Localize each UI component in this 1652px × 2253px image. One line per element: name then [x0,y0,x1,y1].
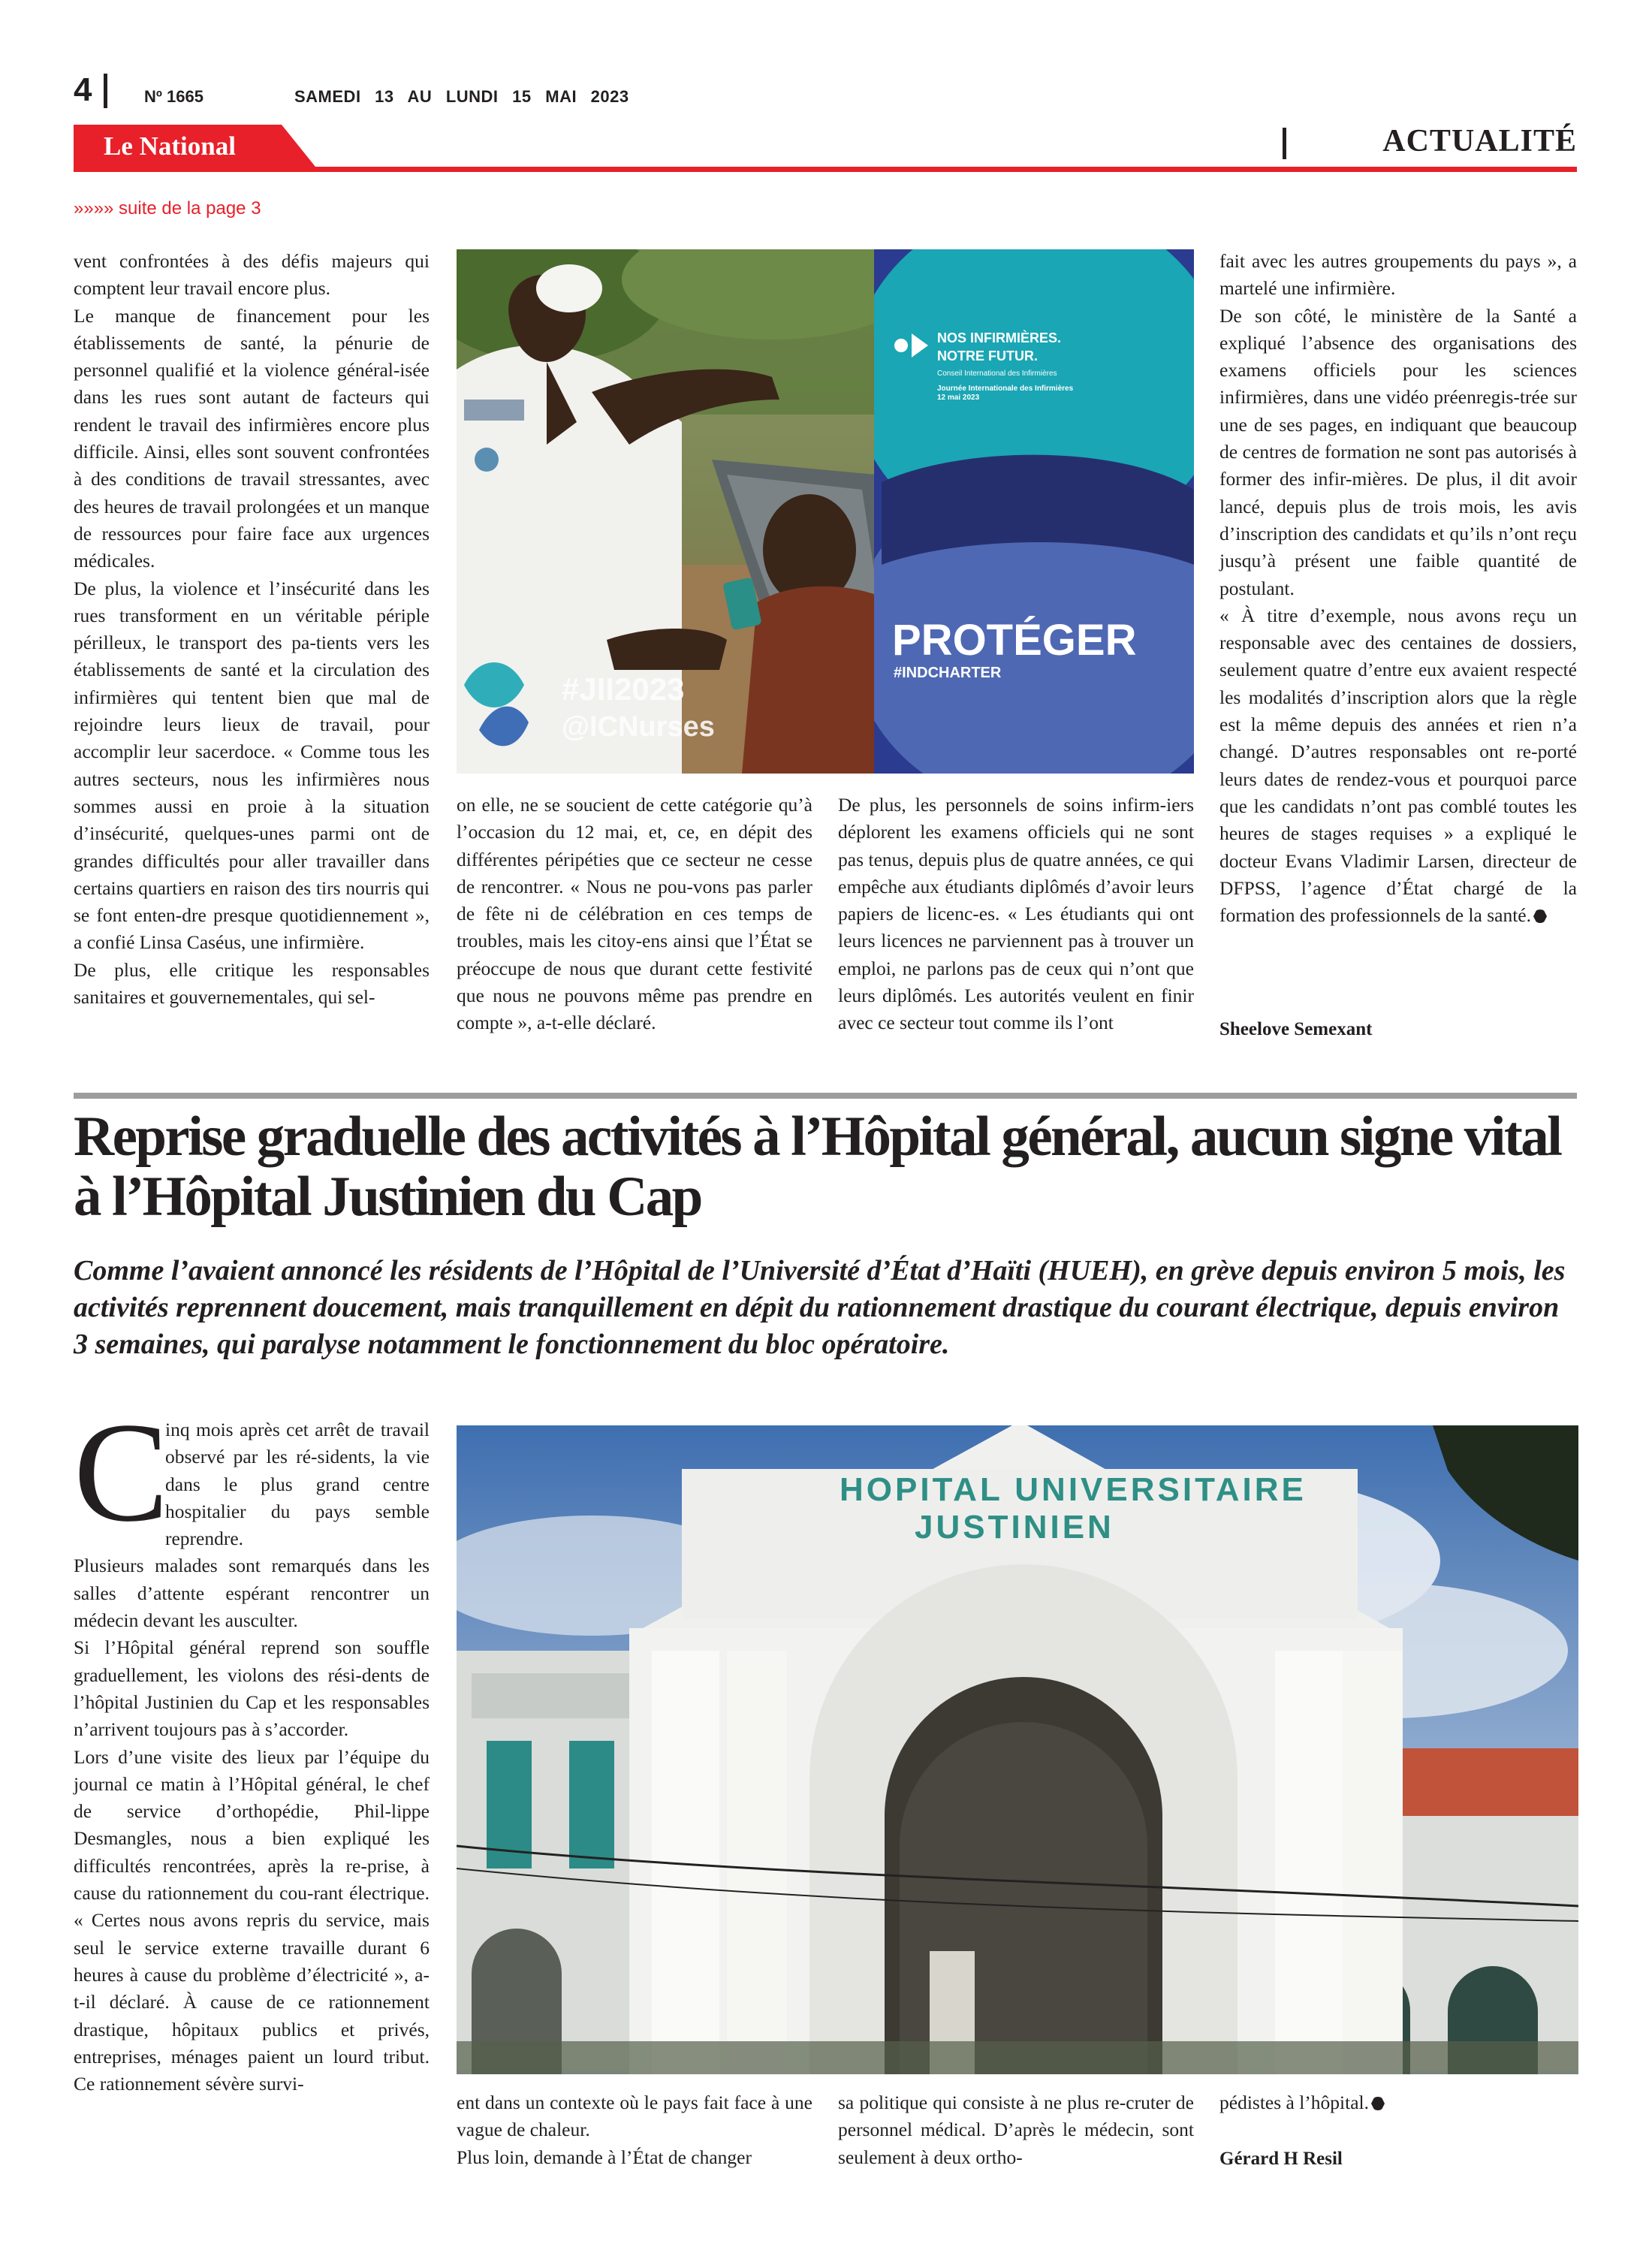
article2-headline: Reprise graduelle des activités à l’Hôpital général, aucun signe vital à l’Hôpital Justinien du Cap [74,1105,1561,1228]
drop-cap: C [74,1394,169,1552]
issue-number: Nº 1665 [144,87,203,106]
article1-column-3 [838,792,1194,1037]
paragraph: De plus, les personnels de soins infirm-iers déplorent les examens officiels qui ne sont pas tenus, depuis plus de quatre années, ce qui empêche aux étudiants diplômés d’avoir leurs papiers de licenc-es. « Les étudiants qui ont leurs licences ne parviennent pas à trouver un emploi, ne parlons pas de ceux qui n’ont que leurs diplômés. Les autorités veulent en finir avec ce secteur tout comme ils l’ont [838,794,1194,1034]
paragraph: Lors d’une visite des lieux par l’équipe du journal ce matin à l’Hôpital général, le chef de service d’orthopédie, Phil-lippe Desmangles, nous a bien expliqué les difficultés rencontrées, après la re-prise, à cause du rationnement du cou-rant électrique. « Certes nous avons repris du service, mais seul le service externe travaille durant 6 heures à cause du problème d’électricité », a-t-il déclaré. À cause de ce rationnement drastique, hôpitaux publics et privés, entreprises, ménages paient un lourd tribut. Ce rationnement sévère survi- [74,1745,430,2095]
paragraph: vent confrontées à des défis majeurs qui comptent leur travail encore plus. [74,250,430,300]
article2-lede: Comme l’avaient annoncé les résidents de l’Hôpital de l’Université d’État d’Haïti (HUEH), en grève depuis environ 5 mois, les activités reprennent doucement, mais tranquillement en dépit du rationnement drastique du courant électrique, depuis environ 3 semaines, qui paralyse notamment le fonctionnement du bloc opératoire. [74,1255,1566,1360]
paragraph: Plusieurs malades sont remarqués dans les salles d’attente espérant rencontrer un médecin devant les ausculter. [74,1555,430,1632]
icnurses-handle: @ICNurses [562,711,715,743]
issue-date: SAMEDI 13 AU LUNDI 15 MAI 2023 [294,87,629,106]
section-divider [1283,128,1286,159]
paragraph: Si l’Hôpital général reprend son souffle graduellement, les violons des rési-dents de l’hôpital Justinien du Cap et les responsables n’arrivent toujours pas à s’accorder. [74,1636,430,1741]
paragraph [1219,602,1577,930]
article-divider [74,1093,1577,1099]
article2-author: Gérard H Resil [1219,2149,1343,2169]
paragraph: fait avec les autres groupements du pays », a martelé une infirmière. [1219,250,1577,300]
article2-column-3 [838,2089,1194,2171]
end-of-article-mark [1533,909,1547,923]
article1-author: Sheelove Semexant [1219,1019,1373,1039]
paragraph [1219,2089,1577,2116]
article2-column-2 [457,2089,812,2171]
paragraph: Le manque de financement pour les établissements de santé, la pénurie de personnel qualifié et la violence général-isée dans les rues sont autant de facteurs qui rendent le travail des infirmières encore plus difficile. Ainsi, elles sont souvent confrontées à des conditions de travail stressantes, avec des heures de travail prolongées et un manque de ressources pour faire face aux urgences médicales. [74,304,430,572]
header-rule [74,167,1577,172]
newspaper-logo: Le National [104,131,236,161]
poster-event: Journée Internationale des Infirmières [937,385,1074,393]
hospital-photo-illustration [457,1425,1578,2074]
poster-illustration [874,249,1194,774]
poster-line-2: NOTRE FUTUR. [937,348,1038,363]
poster-headline: PROTÉGER [892,616,1137,665]
hospital-photo [457,1425,1578,2074]
article2-column-1 [74,1394,430,2098]
poster-org: Conseil International des Infirmières [937,369,1057,378]
article1-column-1 [74,248,430,1011]
paragraph: De plus, elle critique les responsables sanitaires et gouvernementales, qui sel- [74,958,430,1009]
poster-hashtag: #INDCHARTER [894,665,1002,681]
poster-date: 12 mai 2023 [937,394,980,402]
continued-from-label: »»»» suite de la page 3 [74,198,261,219]
paragraph-text: « À titre d’exemple, nous avons reçu un responsable avec des centaines de dossiers, seulement quatre d’entre eux avaient respecté les modalités d’inscription alors que la règle est la même depuis des années et rien n’a changé. D’autres responsables ont re-porté leurs dates de rendez-vous et pourquoi parce que les candidats n’ont pas comblé toutes les heures de stages requises » a expliqué le docteur Evans Vladimir Larsen, directeur de DFPSS, l’agence d’État chargé de la formation des professionnels de la santé. [1219,604,1577,927]
poster-line-1: NOS INFIRMIÈRES. [937,330,1062,345]
paragraph: ent dans un contexte où le pays fait face à une vague de chaleur. [457,2092,812,2141]
end-of-article-mark [1371,2097,1385,2110]
paragraph: inq mois après cet arrêt de travail observé par les ré-sidents, la vie dans le plus grand centre hospitalier du pays semble reprendre. [165,1419,430,1550]
page-number: 4 [74,71,92,108]
hospital-sign-line-1: HOPITAL UNIVERSITAIRE [840,1471,1307,1508]
paragraph: Plus loin, demande à l’État de changer [457,2146,752,2168]
paragraph: on elle, ne se soucient de cette catégorie qu’à l’occasion du 12 mai, et, ce, en dépit des différentes péripéties que ce secteur ne cesse de rencontrer. « Nous ne pou-vons pas parler de fête ni de célébration en ces temps de troubles, mais les citoy-ens ainsi que l’État se préoccupe de nous que durant cette festivité que nous ne pouvons même pas prendre en compte », a-t-elle déclaré. [457,794,812,1034]
article1-column-2 [457,792,812,1037]
paragraph: De son côté, le ministère de la Santé a expliqué l’absence des organisations des examens officiels pour les sciences infirmières, dans une vidéo préenregis-trée sur une de ses pages, en indiquant que beaucoup de centres de formation ne sont pas autorisés à former des infir-mières. De plus, il dit avoir lancé, depuis plus de trois mois, les avis d’inscription des candidats et qu’ils n’ont reçu jusqu’à présent une faible quantité de postulant. [1219,304,1577,599]
paragraph: De plus, la violence et l’insécurité dans les rues transforment en un véritable périple périlleux, le transport des pa-tients vers les établissements de santé et la circulation des infirmières qui tentent bien que mal de rejoindre leurs lieux de travail, pour accomplir leur sacerdoce. « Comme tous les autres secteurs, nous les infirmières nous sommes aussi en proie à la situation d’insécurité, quelques-unes parmi ont de grandes difficultés pour aller travailler dans certains quartiers en raison des tirs nourris qui se font enten-dre presque quotidiennement », a confié Linsa Caséus, une infirmière. [74,577,430,954]
article2-column-4 [1219,2089,1577,2116]
paragraph-text: pédistes à l’hôpital. [1219,2092,1369,2113]
page-number-divider [104,74,107,108]
article1-column-4 [1219,248,1577,929]
paragraph: sa politique qui consiste à ne plus re-cruter de personnel médical. D’après le médecin, sont seulement à deux ortho- [838,2092,1194,2168]
hashtag-jii2023: #JII2023 [562,671,685,707]
hospital-sign-line-2: JUSTINIEN [915,1509,1114,1546]
section-title: ACTUALITÉ [1382,124,1577,158]
nurses-day-poster [874,249,1194,774]
